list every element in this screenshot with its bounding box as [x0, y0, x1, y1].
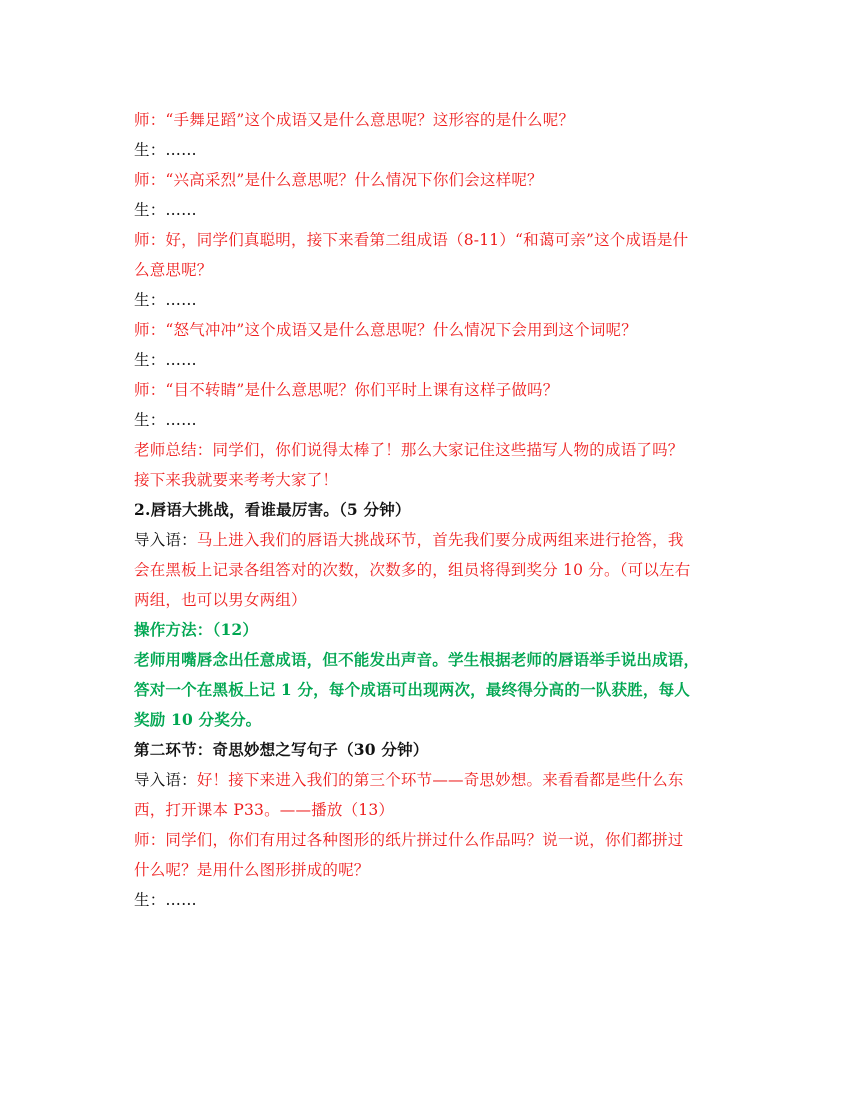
intro-line	[134, 525, 734, 555]
teacher-line: 师：“手舞足蹈”这个成语又是什么意思呢？这形容的是什么呢？	[134, 111, 575, 129]
section-heading-lip-reading: 2.唇语大挑战，看谁最厉害。（5 分钟）	[134, 500, 411, 519]
teacher-line-continued: 么意思呢？	[134, 261, 213, 279]
intro-label: 导入语：	[134, 531, 197, 549]
teacher-line: 师：好，同学们真聪明，接下来看第二组成语（8-11）“和蔼可亲”这个成语是什	[134, 231, 689, 249]
teacher-line: 师：“兴高采烈”是什么意思呢？什么情况下你们会这样呢？	[134, 171, 543, 189]
intro-text: 马上进入我们的唇语大挑战环节，首先我们要分成两组来进行抢答，我	[196, 531, 684, 549]
student-line: 生：……	[134, 891, 197, 909]
lesson-transcript	[134, 105, 734, 915]
teacher-summary-continued: 接下来我就要来考考大家了！	[134, 471, 339, 489]
method-text-continued: 答对一个在黑板上记 1 分，每个成语可出现两次，最终得分高的一队获胜，每人	[134, 680, 690, 699]
teacher-line: 师：同学们，你们有用过各种图形的纸片拼过什么作品吗？说一说，你们都拼过	[134, 831, 684, 849]
teacher-line: 师：“目不转睛”是什么意思呢？你们平时上课有这样子做吗？	[134, 381, 559, 399]
student-line: 生：……	[134, 291, 197, 309]
intro-text: 好！接下来进入我们的第三个环节——奇思妙想。来看看都是些什么东	[196, 771, 684, 789]
method-heading: 操作方法：（12）	[134, 620, 259, 639]
student-line: 生：……	[134, 351, 197, 369]
student-line: 生：……	[134, 141, 197, 159]
method-text: 老师用嘴唇念出任意成语，但不能发出声音。学生根据老师的唇语举手说出成语，	[134, 650, 700, 669]
intro-line	[134, 765, 734, 795]
student-line: 生：……	[134, 201, 197, 219]
intro-label: 导入语：	[134, 771, 197, 789]
intro-line-continued: 西，打开课本 P33。——播放（13）	[134, 801, 395, 819]
teacher-line: 师：“怒气冲冲”这个成语又是什么意思呢？什么情况下会用到这个词呢？	[134, 321, 637, 339]
intro-line-continued: 两组，也可以男女两组）	[134, 591, 307, 609]
teacher-line-continued: 什么呢？是用什么图形拼成的呢？	[134, 861, 370, 879]
intro-line-continued: 会在黑板上记录各组答对的次数，次数多的，组员将得到奖分 10 分。（可以左右	[134, 561, 691, 579]
student-line: 生：……	[134, 411, 197, 429]
method-text-continued: 奖励 10 分奖分。	[134, 710, 262, 729]
section-heading-sentences: 第二环节：奇思妙想之写句子（30 分钟）	[134, 740, 429, 759]
teacher-summary: 老师总结：同学们，你们说得太棒了！那么大家记住这些描写人物的成语了吗？	[134, 441, 684, 459]
